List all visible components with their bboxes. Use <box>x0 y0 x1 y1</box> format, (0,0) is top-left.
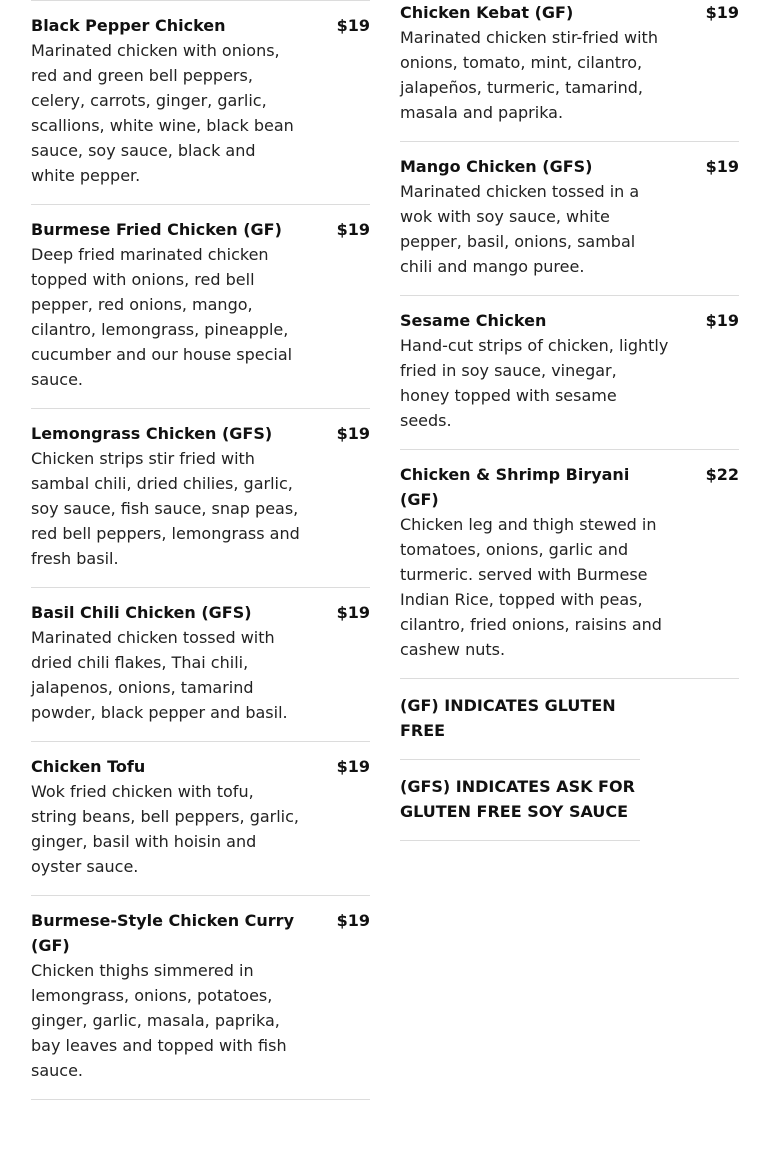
item-description: Marinated chicken tossed with dried chili flakes, Thai chili, jalapenos, onions, tamarind powder, black pepper and basil. <box>31 628 288 722</box>
item-price: $19 <box>336 603 370 622</box>
item-name: Chicken & Shrimp Biryani (GF) <box>400 465 630 509</box>
menu-item-header <box>31 13 370 38</box>
menu-item <box>31 205 370 409</box>
item-name: Lemongrass Chicken (GFS) <box>31 424 273 443</box>
menu-item-header <box>400 308 739 333</box>
item-name: Mango Chicken (GFS) <box>400 157 593 176</box>
gluten-free-soy-note: (GFS) INDICATES ASK FOR GLUTEN FREE SOY SAUCE <box>400 760 640 841</box>
item-name: Basil Chili Chicken (GFS) <box>31 603 252 622</box>
item-description: Wok fried chicken with tofu, string beans, bell peppers, garlic, ginger, basil with hoisin and oyster sauce. <box>31 782 299 876</box>
left-menu-column <box>31 0 370 1100</box>
menu-item-header <box>31 908 370 958</box>
menu-item-header <box>31 754 370 779</box>
item-price: $19 <box>336 424 370 443</box>
menu-item <box>400 0 739 142</box>
menu-item <box>31 588 370 742</box>
item-name: Chicken Kebat (GF) <box>400 3 574 22</box>
menu-item-header <box>31 421 370 446</box>
item-description: Deep fried marinated chicken topped with onions, red bell pepper, red onions, mango, cilantro, lemongrass, pineapple, cucumber and our house special sauce. <box>31 245 293 389</box>
menu-item-header <box>31 217 370 242</box>
item-price: $19 <box>336 220 370 239</box>
menu-item <box>31 1 370 205</box>
item-price: $19 <box>705 311 739 330</box>
menu-item-header <box>400 0 739 25</box>
item-description: Chicken leg and thigh stewed in tomatoes, onions, garlic and turmeric. served with Burmese Indian Rice, topped with peas, cilantro, fried onions, raisins and cashew nuts. <box>400 515 662 659</box>
menu-item <box>31 896 370 1100</box>
menu-item-header <box>400 462 739 512</box>
item-description: Marinated chicken tossed in a wok with soy sauce, white pepper, basil, onions, sambal chili and mango puree. <box>400 182 640 276</box>
gluten-free-note: (GF) INDICATES GLUTEN FREE <box>400 679 640 760</box>
menu-item-header <box>400 154 739 179</box>
item-name: Burmese-Style Chicken Curry (GF) <box>31 911 294 955</box>
item-description: Marinated chicken with onions, red and green bell peppers, celery, carrots, ginger, garlic, scallions, white wine, black bean sauce, soy sauce, black and white pepper. <box>31 41 294 185</box>
item-price: $19 <box>336 757 370 776</box>
menu-item-header <box>31 600 370 625</box>
item-price: $19 <box>336 911 370 930</box>
item-name: Chicken Tofu <box>31 757 146 776</box>
item-name: Burmese Fried Chicken (GF) <box>31 220 282 239</box>
item-price: $19 <box>336 16 370 35</box>
item-price: $19 <box>705 157 739 176</box>
menu-item <box>400 142 739 296</box>
item-price: $19 <box>705 3 739 22</box>
item-description: Marinated chicken stir-fried with onions, tomato, mint, cilantro, jalapeños, turmeric, tamarind, masala and paprika. <box>400 28 658 122</box>
right-menu-column <box>400 0 739 841</box>
item-description: Chicken thighs simmered in lemongrass, onions, potatoes, ginger, garlic, masala, paprika, bay leaves and topped with fish sauce. <box>31 961 287 1080</box>
menu-item <box>400 450 739 679</box>
menu-item <box>31 409 370 588</box>
menu-item <box>400 296 739 450</box>
item-name: Sesame Chicken <box>400 311 547 330</box>
menu-item <box>31 742 370 896</box>
item-description: Chicken strips stir fried with sambal chili, dried chilies, garlic, soy sauce, fish sauce, snap peas, red bell peppers, lemongrass and fresh basil. <box>31 449 300 568</box>
item-price: $22 <box>705 465 739 484</box>
item-description: Hand-cut strips of chicken, lightly fried in soy sauce, vinegar, honey topped with sesame seeds. <box>400 336 669 430</box>
item-name: Black Pepper Chicken <box>31 16 226 35</box>
